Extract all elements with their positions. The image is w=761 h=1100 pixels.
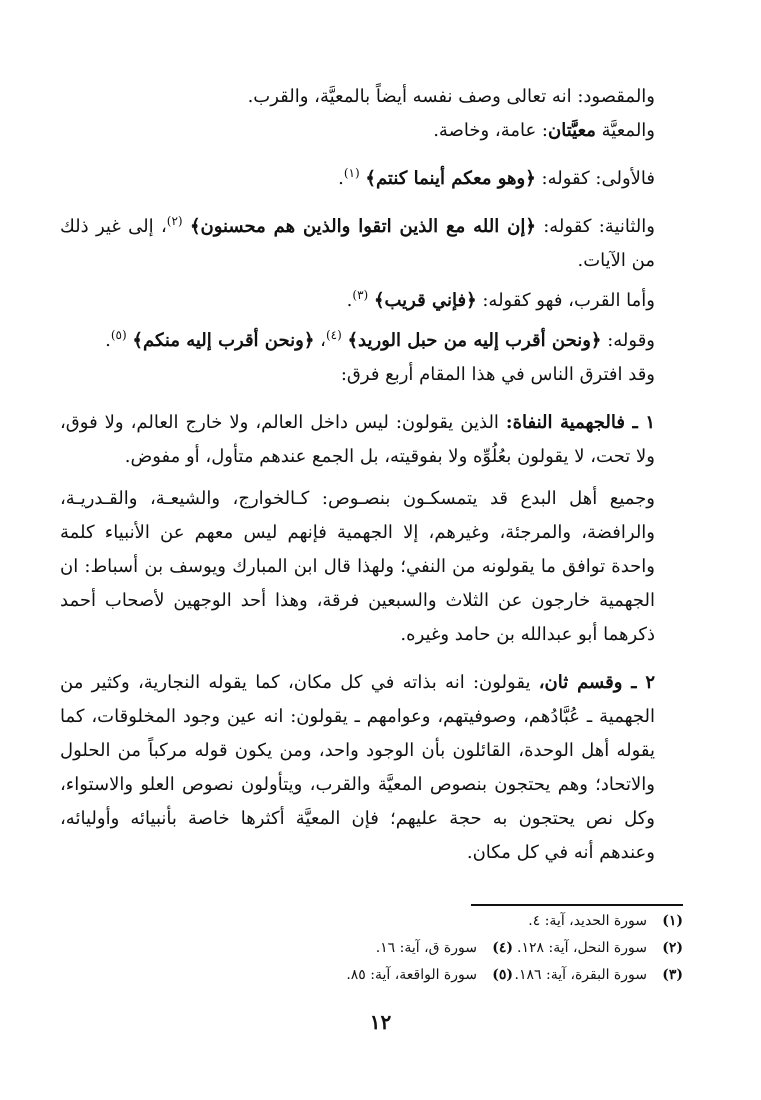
footnote: (٥) سورة الواقعة، آية: ٨٥. (346, 967, 513, 983)
footnote-ref: (٢) (166, 214, 183, 228)
types-line: والمعيَّة معيَّتان: عامة، وخاصة. (433, 120, 655, 141)
footnote-row (163, 908, 683, 935)
second-type-paragraph: والثانية: كقوله: ﴿إن الله مع الذين اتقوا والذين هم محسنون﴾ $^{(٢)}$، إلى غير ذلك من الآيات. (60, 214, 655, 271)
footnote-divider (471, 904, 683, 906)
footnote-row (163, 962, 683, 989)
verses-line: وقوله: ﴿ونحن أقرب إليه من حبل الوريد﴾ $^{(٤)}$، ﴿ونحن أقرب إليه منكم﴾ $^{(٥)}$. (105, 328, 655, 351)
quran-verse: ﴿وهو معكم أينما كنتم﴾ (365, 168, 536, 189)
intro-line: والمقصود: انه تعالى وصف نفسه أيضاً بالمعيَّة، والقرب. (247, 86, 655, 107)
quran-verse: ﴿ونحن أقرب إليه من حبل الوريد﴾ (347, 330, 602, 351)
quran-verse: ﴿فإني قريب﴾ (373, 290, 477, 311)
footnote-ref: (٤) (325, 328, 342, 342)
footnote: (٣) سورة البقرة، آية: ١٨٦. (514, 967, 683, 983)
footnote-ref: (٣) (352, 288, 369, 302)
footnote: (٢) سورة النحل، آية: ١٢٨. (517, 940, 683, 956)
innovators-paragraph: وجميع أهل البدع قد يتمسكـون بنصـوص: كـالخوارج، والشيعـة، والقـدريـة، والرافضة، والمرجئة، وغيرهم، إلا الجهمية فإنهم ليس معهم عن الأنبياء كلمة واحدة توافق ما يقولونه من النفي؛ ولهذا قال ابن المبارك ويوسف بن أسباط: ان الجهمية خارجون عن الثلاث والسبعين فرقة، وهذا أحد الوجهين لأصحاب أحمد ذكرهما أبو عبدالله بن حامد وغيره. (60, 488, 655, 645)
sect-two-paragraph: ٢ ـ وقسم ثان، يقولون: انه بذاته في كل مكان، كما يقوله النجارية، وكثير من الجهمية ـ عُبَّادُهم، وصوفيتهم، وعوامهم ـ يقولون: انه عين وجود المخلوقات، كما يقوله أهل الوحدة، القائلون بأن الوجود واحد، ومن يكون قوله مركباً من الحلول والاتحاد؛ وهم يحتجون بنصوص المعيَّة والقرب، ويتأولون نصوص العلو والاستواء، وكل نص يحتجون به حجة عليهم؛ فإن المعيَّة أكثرها خاصة بأنبيائه وأوليائه، وعندهم أنه في كل مكان. (60, 672, 655, 863)
nearness-line: وأما القرب، فهو كقوله: ﴿فإني قريب﴾ $^{(٣)}$. (346, 288, 655, 311)
footnote: (٤) سورة ق، آية: ١٦. (375, 940, 513, 956)
sect-one-paragraph: ١ ـ فالجهمية النفاة: الذين يقولون: ليس داخل العالم، ولا خارج العالم، ولا فوق، ولا تحت، لا يقولون بعُلُوِّه ولا بفوقيته، بل الجمع عندهم متأول، أو مفوض. (60, 412, 655, 467)
footnote-ref: (٥) (110, 328, 127, 342)
sect-one-heading: ١ ـ فالجهمية النفاة: (505, 412, 655, 433)
first-type-line: فالأولى: كقوله: ﴿وهو معكم أينما كنتم﴾ $^{(١)}$. (338, 166, 655, 189)
footnote: (١) سورة الحديد، آية: ٤. (528, 913, 683, 929)
sects-intro-line: وقد افترق الناس في هذا المقام أربع فرق: (340, 364, 655, 385)
footnote-row (163, 935, 683, 962)
sect-two-heading: ٢ ـ وقسم ثان، (538, 672, 655, 693)
page-number: ١٢ (369, 1010, 392, 1034)
quran-verse: ﴿إن الله مع الذين اتقوا والذين هم محسنون﴾ (189, 216, 536, 237)
types-term: معيَّتان (548, 120, 596, 141)
footnote-ref: (١) (343, 166, 360, 180)
quran-verse: ﴿ونحن أقرب إليه منكم﴾ (132, 330, 315, 351)
footnotes (163, 908, 683, 989)
